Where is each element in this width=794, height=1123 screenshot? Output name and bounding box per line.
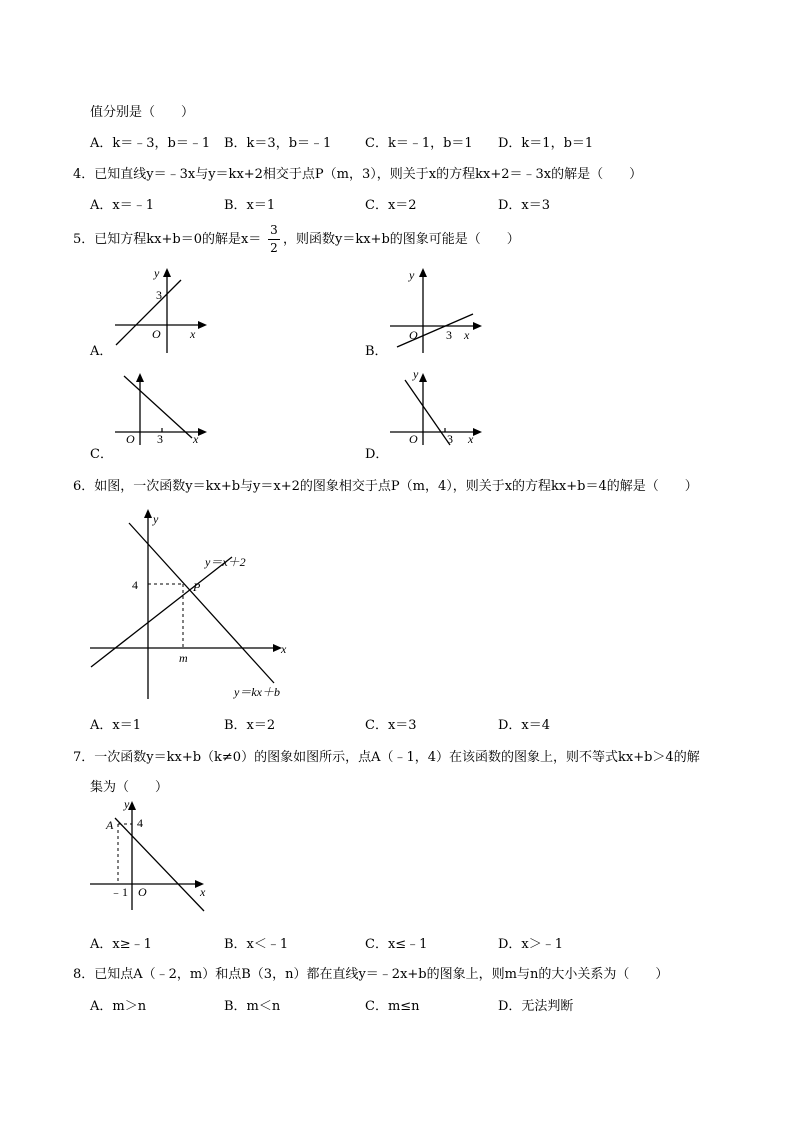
tick-label-3: 3 xyxy=(446,328,452,342)
q5-option-c-label: C． xyxy=(90,447,113,462)
q6-option-c: C．x＝3 xyxy=(365,718,417,733)
q7-option-a: A．x≥﹣1 xyxy=(90,937,152,952)
axis-label-x: x xyxy=(200,885,206,899)
axis-label-x: x xyxy=(464,328,470,342)
tick-label-4: 4 xyxy=(132,578,138,592)
q6-option-d: D．x＝4 xyxy=(498,718,551,733)
q8-stem: 8．已知点A（﹣2，m）和点B（3，n）都在直线y＝﹣2x+b的图象上，则m与n的大小关系为（ ） xyxy=(73,967,669,982)
axis-label-y: y xyxy=(154,266,160,280)
prev-option-d: D．k＝1，b＝1 xyxy=(498,136,594,151)
prev-option-a: A．k＝﹣3，b＝﹣1 xyxy=(90,136,211,151)
q5-fraction-numerator: 3 xyxy=(270,223,278,237)
q7-graph xyxy=(88,797,213,915)
q7-stem-line1: 7．一次函数y＝kx+b（k≠0）的图象如图所示，点A（﹣1，4）在该函数的图象上，则不等式kx+b＞4的解 xyxy=(73,750,700,765)
q5-option-a-label: A． xyxy=(90,344,113,359)
tick-label-3: 3 xyxy=(157,432,163,446)
q6-option-b: B．x＝2 xyxy=(224,718,276,733)
q6-graph xyxy=(88,505,308,705)
q4-option-d: D．x＝3 xyxy=(498,198,551,213)
axis-label-y: y xyxy=(409,268,415,282)
axis-label-x: x xyxy=(190,327,196,341)
q4-option-b: B．x＝1 xyxy=(224,198,276,213)
prev-question-tail: 值分别是（ ） xyxy=(90,105,195,120)
q6-stem: 6．如图，一次函数y＝kx+b与y＝x+2的图象相交于点P（m，4），则关于x的方程kx+b＝4的解是（ ） xyxy=(73,479,698,494)
tick-label-m: m xyxy=(179,651,188,665)
axis-label-y: y xyxy=(124,797,130,811)
q4-stem: 4．已知直线y＝﹣3x与y＝kx+2相交于点P（m，3），则关于x的方程kx+2＝﹣3x的解是（ ） xyxy=(73,167,643,182)
q7-option-b: B．x＜﹣1 xyxy=(224,937,289,952)
q5-graph-d xyxy=(385,367,485,450)
axis-label-y: y xyxy=(413,367,419,381)
q8-option-a: A．m＞n xyxy=(90,999,147,1014)
q5-option-d-label: D． xyxy=(365,447,389,462)
q5-fraction-bar xyxy=(268,239,280,240)
q7-option-d: D．x＞﹣1 xyxy=(498,937,564,952)
origin-label: O xyxy=(138,885,147,899)
origin-label: O xyxy=(409,328,418,342)
q5-graph-b xyxy=(385,265,485,360)
tick-label-3: 3 xyxy=(156,288,162,302)
point-p-label: P xyxy=(193,580,201,594)
line-label-y-x-plus-2: y＝x＋2 xyxy=(205,555,246,569)
q4-option-c: C．x＝2 xyxy=(365,198,417,213)
tick-label-3: 3 xyxy=(447,432,453,446)
q5-stem-part2: ，则函数y＝kx+b的图象可能是（ ） xyxy=(283,232,520,247)
q5-graph-c xyxy=(110,370,210,450)
q8-option-c: C．m≤n xyxy=(365,999,420,1014)
axis-label-x: x xyxy=(193,432,199,446)
q5-stem-part1: 5．已知方程kx+b＝0的解是x＝ xyxy=(73,232,262,247)
axis-label-y: y xyxy=(153,512,159,526)
q5-fraction-denominator: 2 xyxy=(270,241,278,255)
prev-option-c: C．k＝﹣1，b＝1 xyxy=(365,136,473,151)
origin-label: O xyxy=(152,327,161,341)
q7-stem-line2: 集为（ ） xyxy=(90,780,169,795)
origin-label: O xyxy=(126,432,135,446)
point-a-label: A xyxy=(106,818,114,832)
axis-label-x: x xyxy=(468,432,474,446)
tick-label-4: 4 xyxy=(137,816,143,830)
q8-option-b: B．m＜n xyxy=(224,999,281,1014)
axis-label-x: x xyxy=(281,642,287,656)
q5-graph-a xyxy=(110,265,210,360)
tick-label-neg1: ﹣1 xyxy=(110,885,129,899)
prev-option-b: B．k＝3，b＝﹣1 xyxy=(224,136,332,151)
q5-option-b-label: B． xyxy=(365,344,388,359)
q6-option-a: A．x＝1 xyxy=(90,718,141,733)
line-label-y-kx-plus-b: y＝kx＋b xyxy=(234,685,280,699)
q8-option-d: D．无法判断 xyxy=(498,999,574,1014)
q4-option-a: A．x＝﹣1 xyxy=(90,198,154,213)
q7-option-c: C．x≤﹣1 xyxy=(365,937,428,952)
origin-label: O xyxy=(409,432,418,446)
